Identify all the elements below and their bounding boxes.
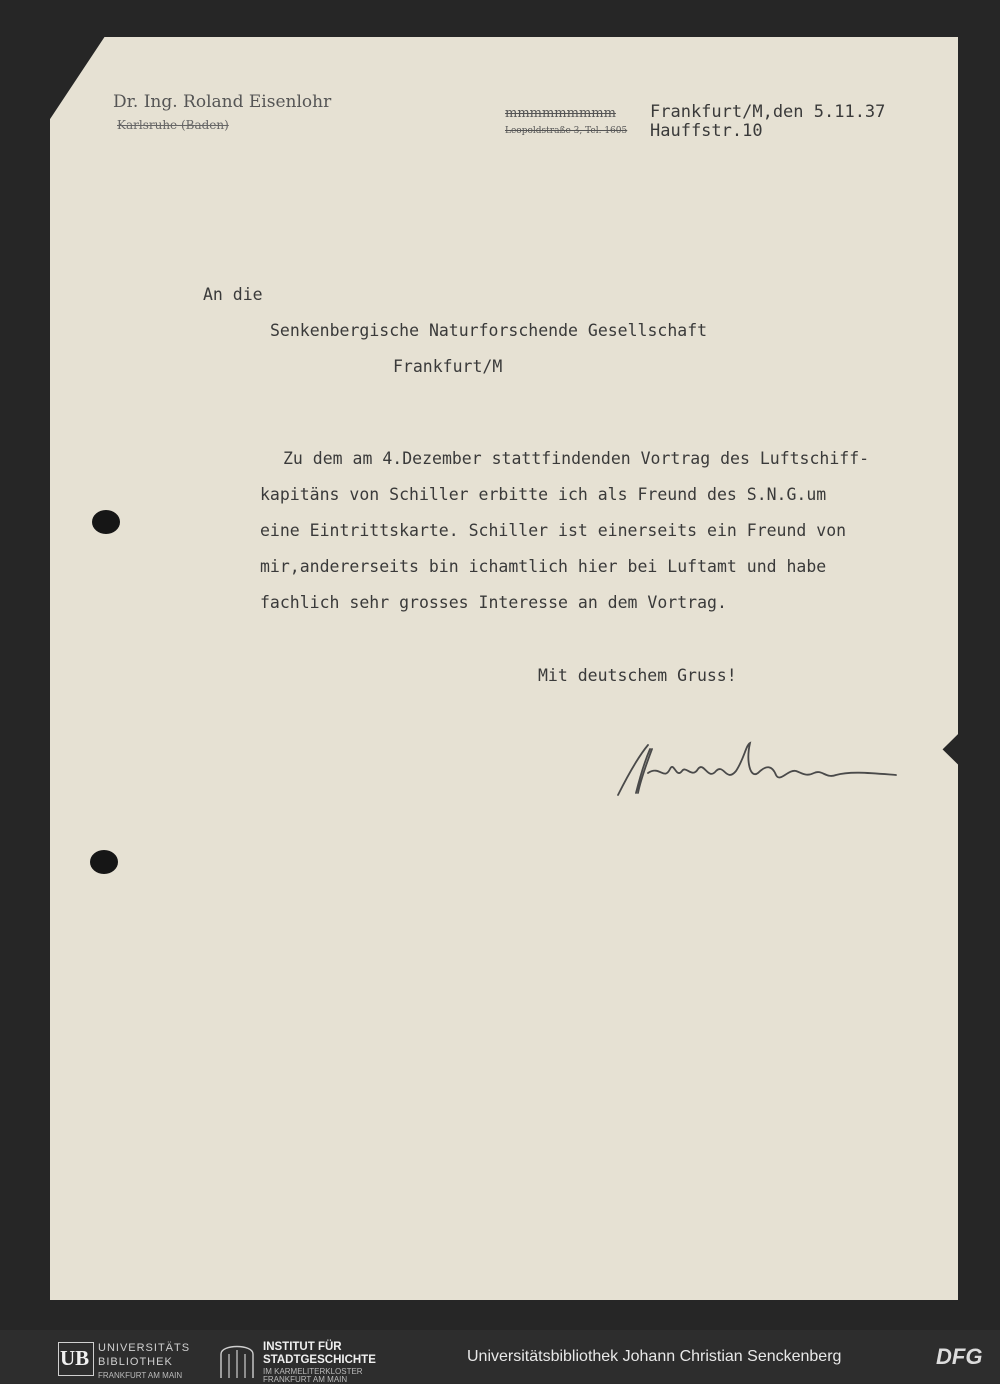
body-line-2: kapitäns von Schiller erbitte ich als Freund des S.N.G.um (260, 485, 827, 504)
ub-line-2: BIBLIOTHEK (98, 1356, 173, 1368)
punch-hole-bottom (90, 850, 118, 874)
punch-hole-top (92, 510, 120, 534)
body-line-1: Zu dem am 4.Dezember stattfindenden Vortrag des Luftschiff- (283, 449, 870, 468)
body-line-5: fachlich sehr grosses Interesse an dem Vortrag. (260, 593, 727, 612)
ub-line-3: FRANKFURT AM MAIN (98, 1371, 183, 1380)
closing: Mit deutschem Gruss! (538, 666, 737, 685)
street-address: Hauffstr.10 (650, 121, 763, 141)
ub-logo-text: UB (60, 1346, 90, 1370)
struck-line-1: mmmmmmmmm (505, 106, 616, 121)
body-line-4: mir,andererseits bin ichamtlich hier bei Luftamt und habe (260, 557, 827, 576)
struck-line-2: Leopoldstraße 3, Tel. 1605 (505, 126, 628, 136)
institute-line-2: STADTGESCHICHTE (263, 1354, 376, 1366)
ub-line-1: UNIVERSITÄTS (98, 1342, 191, 1354)
letterhead-city-struck: Karlsruhe (Baden) (117, 118, 229, 132)
institute-building-icon (217, 1340, 257, 1380)
institute-line-3: IM KARMELITERKLOSTER (263, 1367, 363, 1376)
recipient-line-2: Senkenbergische Naturforschende Gesellschaft (270, 321, 708, 340)
body-line-3: eine Eintrittskarte. Schiller ist einerseits ein Freund von (260, 521, 847, 540)
dfg-logo: DFG (936, 1344, 983, 1369)
letterhead-name: Dr. Ing. Roland Eisenlohr (113, 92, 332, 112)
institute-line-1: INSTITUT FÜR (263, 1341, 342, 1353)
place-date: Frankfurt/M,den 5.11.37 (650, 102, 886, 122)
handwritten-signature (600, 735, 930, 805)
recipient-line-3: Frankfurt/M (393, 357, 503, 376)
library-name: Universitätsbibliothek Johann Christian Senckenberg (467, 1348, 842, 1365)
letter-sheet (50, 37, 958, 1300)
recipient-line-1: An die (203, 285, 263, 304)
institute-line-4: FRANKFURT AM MAIN (263, 1375, 348, 1384)
